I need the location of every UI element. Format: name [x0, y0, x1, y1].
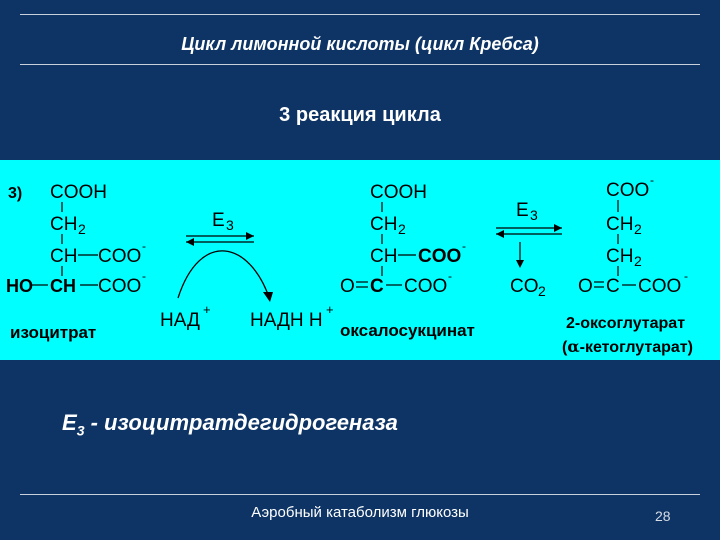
- isocitrate-ch2: CH: [50, 214, 78, 235]
- nad-plus: +: [203, 302, 211, 317]
- co2-label: CO: [510, 276, 539, 297]
- isocitrate-ch: CH: [50, 246, 78, 267]
- isocitrate-coo-2: COO: [98, 276, 142, 297]
- oxalosuccinate-structure: [340, 182, 475, 340]
- oxalosuccinate-ch: CH: [370, 246, 398, 267]
- isocitrate-ch-bold: CH: [50, 276, 76, 296]
- nad-label: НАД: [160, 310, 200, 331]
- enzyme-caption: [62, 410, 398, 438]
- oxoglutarate-ch2-2-sub: 2: [634, 253, 642, 269]
- charge-minus: -: [684, 269, 688, 283]
- top-rule: [20, 14, 700, 15]
- enzyme-e3-label-1: E: [212, 210, 225, 231]
- isocitrate-ho: HO: [6, 276, 33, 296]
- oxalosuccinate-coo: COO: [404, 276, 448, 297]
- oxoglutarate-ch2-2: CH: [606, 246, 634, 267]
- oxalosuccinate-name: оксалосукцинат: [340, 321, 475, 340]
- equilibrium-arrow-1: [186, 210, 254, 246]
- co2-arrowhead: [516, 260, 524, 268]
- nadh-plus: +: [326, 302, 334, 317]
- ketoglutarate-text: -кетоглутарат): [579, 339, 693, 356]
- isocitrate-ch2-sub: 2: [78, 221, 86, 237]
- oxoglutarate-c: C: [606, 276, 620, 297]
- footer-rule: [20, 494, 700, 495]
- oxalosuccinate-ch2: CH: [370, 214, 398, 235]
- forward-arrowhead: [246, 232, 254, 240]
- oxoglutarate-structure: [562, 173, 693, 356]
- equilibrium-arrow-2: [496, 200, 562, 238]
- oxalosuccinate-coo-bold: COO: [418, 246, 462, 267]
- ketoglutarate-name: [562, 337, 693, 356]
- enzyme-symbol-sub: 3: [76, 422, 85, 439]
- charge-minus: -: [142, 269, 146, 283]
- isocitrate-cooh: COOH: [50, 182, 107, 203]
- reaction-panel: [0, 160, 720, 360]
- oxalosuccinate-ch2-sub: 2: [398, 221, 406, 237]
- oxoglutarate-name: 2-оксоглутарат: [566, 315, 686, 332]
- isocitrate-structure: [6, 182, 146, 342]
- nad-curved-arrow: [178, 251, 270, 300]
- reverse-arrowhead: [186, 238, 194, 246]
- enzyme-e3-sub-1: 3: [226, 217, 234, 233]
- reaction-number: 3): [8, 185, 23, 202]
- oxoglutarate-coo: COO: [638, 276, 682, 297]
- enzyme-e3-label-2: E: [516, 200, 529, 221]
- oxoglutarate-o: O: [578, 276, 593, 297]
- reaction-diagram: [0, 160, 720, 360]
- nadh-label: НАДН Н: [250, 310, 323, 331]
- oxalosuccinate-c: C: [370, 276, 384, 297]
- oxoglutarate-coo-top: COO: [606, 180, 650, 201]
- oxoglutarate-ch2-1-sub: 2: [634, 221, 642, 237]
- paren-open: (: [562, 339, 568, 356]
- co2-sub: 2: [538, 283, 546, 299]
- isocitrate-coo-1: COO: [98, 246, 142, 267]
- charge-minus: -: [462, 239, 466, 253]
- reverse-arrowhead: [496, 230, 504, 238]
- slide-title: Цикл лимонной кислоты (цикл Кребса): [181, 34, 539, 54]
- page-number: 28: [655, 508, 671, 524]
- alpha-symbol: α: [567, 337, 580, 356]
- forward-arrowhead: [554, 224, 562, 232]
- slide-subtitle: 3 реакция цикла: [279, 104, 441, 126]
- oxalosuccinate-cooh: COOH: [370, 182, 427, 203]
- enzyme-name: - изоцитратдегидрогеназа: [84, 410, 398, 435]
- charge-minus: -: [142, 239, 146, 253]
- oxalosuccinate-o: O: [340, 276, 355, 297]
- charge-minus: -: [448, 269, 452, 283]
- isocitrate-name: изоцитрат: [10, 323, 97, 342]
- charge-minus: -: [650, 173, 654, 187]
- enzyme-e3-sub-2: 3: [530, 207, 538, 223]
- nad-curved-arrowhead: [263, 292, 273, 302]
- footer-text: Аэробный катаболизм глюкозы: [251, 504, 469, 521]
- title-underline: [20, 64, 700, 65]
- oxoglutarate-ch2-1: CH: [606, 214, 634, 235]
- enzyme-symbol: Е: [62, 410, 77, 435]
